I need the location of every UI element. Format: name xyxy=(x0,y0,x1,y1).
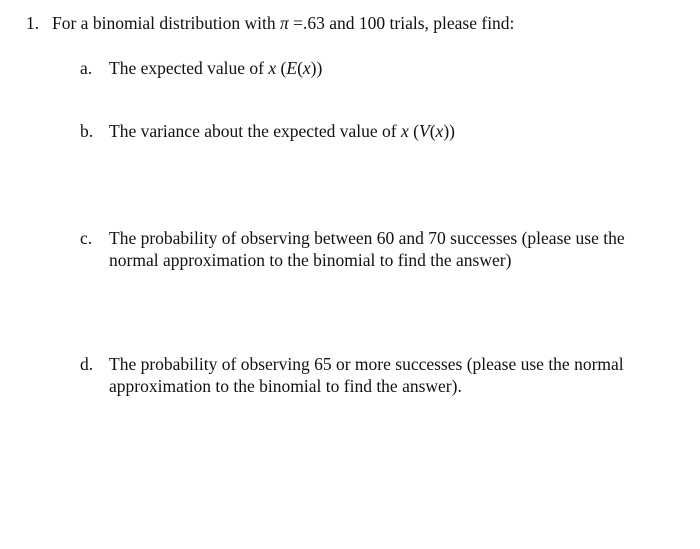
part-c-letter: c. xyxy=(80,228,93,248)
part-b-text-after: )) xyxy=(443,121,455,141)
part-a-func-arg: x xyxy=(302,58,311,78)
part-d-letter: d. xyxy=(80,354,94,374)
part-b-text xyxy=(109,120,669,142)
part-b-paren: ( xyxy=(408,121,419,141)
part-a-text-after: )) xyxy=(310,58,323,78)
question-stem xyxy=(52,12,514,34)
part-a-letter: a. xyxy=(80,58,93,78)
part-c-line-2: normal approximation to the binomial to find the answer) xyxy=(109,250,512,270)
part-b-text-before: The variance about the expected value of xyxy=(109,121,402,141)
stem-text-after: =.63 and 100 trials, please find: xyxy=(288,13,515,33)
part-a-func-open: ( xyxy=(297,58,303,78)
part-a-paren: ( xyxy=(276,58,287,78)
part-b-func-open: ( xyxy=(429,121,436,141)
part-b-func: V xyxy=(419,121,430,141)
part-b-letter: b. xyxy=(80,121,94,141)
part-d-line-2: approximation to the binomial to find the answer). xyxy=(109,376,462,396)
part-b-func-arg: x xyxy=(435,121,444,141)
part-c-line-1: The probability of observing between 60 and 70 successes (please use the xyxy=(109,228,625,248)
question-number: 1. xyxy=(26,13,40,33)
pi-symbol: π xyxy=(279,13,289,33)
part-a-func: E xyxy=(286,58,298,78)
part-a-text xyxy=(109,57,669,79)
stem-text-before: For a binomial distribution with xyxy=(52,13,280,33)
part-a-var: x xyxy=(268,58,277,78)
part-a-text-before: The expected value of xyxy=(109,58,269,78)
part-c-text xyxy=(109,227,669,271)
part-b-var: x xyxy=(401,121,409,141)
part-d-text xyxy=(109,353,669,397)
part-d-line-1: The probability of observing 65 or more successes (please use the normal xyxy=(109,354,624,374)
